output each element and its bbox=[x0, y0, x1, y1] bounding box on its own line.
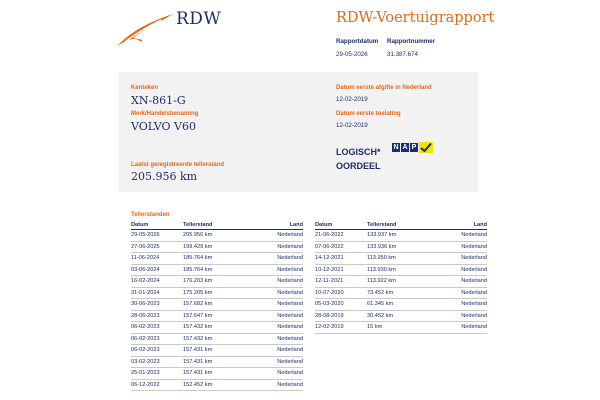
cell-land: Nederland bbox=[429, 253, 487, 265]
cell-datum: 03-06-2024 bbox=[131, 264, 183, 276]
cell-tellerstand: 185.764 km bbox=[183, 253, 245, 265]
cell-tellerstand: 113.922 km bbox=[367, 276, 429, 288]
cell-datum: 11-06-2024 bbox=[131, 253, 183, 265]
cell-land: Nederland bbox=[245, 368, 303, 380]
cell-land: Nederland bbox=[245, 264, 303, 276]
verdict bbox=[336, 145, 381, 173]
cell-tellerstand: 15 km bbox=[367, 322, 429, 334]
table-row bbox=[315, 322, 487, 334]
cell-land: Nederland bbox=[429, 299, 487, 311]
cell-land: Nederland bbox=[429, 287, 487, 299]
cell-tellerstand: 133.937 km bbox=[367, 230, 429, 242]
table-header bbox=[131, 220, 303, 230]
eerste-afgifte-value: 12-02-2019 bbox=[336, 96, 368, 103]
cell-datum: 14-12-2021 bbox=[315, 253, 367, 265]
table-row bbox=[131, 230, 303, 242]
col-datum: Datum bbox=[131, 220, 183, 230]
col-tellerstand: Tellerstand bbox=[367, 220, 429, 230]
table-row bbox=[315, 310, 487, 322]
cell-datum: 25-01-2023 bbox=[131, 368, 183, 380]
rapportnummer bbox=[387, 38, 435, 58]
cell-land: Nederland bbox=[429, 310, 487, 322]
table-row bbox=[131, 368, 303, 380]
eerste-toelating-label: Datum eerste toelating bbox=[336, 111, 401, 117]
cell-datum: 30-06-2023 bbox=[131, 299, 183, 311]
nap-letter: A bbox=[402, 144, 408, 151]
cell-tellerstand: 73.452 km bbox=[367, 287, 429, 299]
table-row bbox=[131, 310, 303, 322]
table-row bbox=[131, 264, 303, 276]
cell-tellerstand: 113.950 km bbox=[367, 253, 429, 265]
cell-datum: 05-03-2020 bbox=[315, 299, 367, 311]
table-row bbox=[315, 241, 487, 253]
cell-land: Nederland bbox=[245, 322, 303, 334]
cell-datum: 21-06-2022 bbox=[315, 230, 367, 242]
table-row bbox=[315, 287, 487, 299]
cell-tellerstand: 157.432 km bbox=[183, 322, 245, 334]
cell-tellerstand: 175.205 km bbox=[183, 287, 245, 299]
rapportdatum-value: 29-05-2026 bbox=[336, 51, 368, 58]
nap-letter: P bbox=[411, 144, 417, 151]
table-row bbox=[131, 356, 303, 368]
col-datum: Datum bbox=[315, 220, 367, 230]
table-row bbox=[131, 345, 303, 357]
cell-datum: 31-01-2024 bbox=[131, 287, 183, 299]
cell-land: Nederland bbox=[245, 230, 303, 242]
col-land: Land bbox=[245, 220, 303, 230]
tellerstanden-title: Tellerstanden bbox=[131, 212, 170, 218]
cell-land: Nederland bbox=[245, 276, 303, 288]
cell-datum: 10-12-2021 bbox=[315, 264, 367, 276]
table-row bbox=[131, 379, 303, 391]
cell-tellerstand: 157.431 km bbox=[183, 356, 245, 368]
tellerstanden-table-right bbox=[315, 220, 487, 334]
cell-land: Nederland bbox=[429, 230, 487, 242]
verdict-line2: OORDEEL bbox=[336, 161, 381, 171]
cell-datum: 28-06-2023 bbox=[131, 310, 183, 322]
cell-tellerstand: 205.956 km bbox=[183, 230, 245, 242]
cell-tellerstand: 157.432 km bbox=[183, 333, 245, 345]
rapportnummer-label: Rapportnummer bbox=[387, 38, 436, 45]
cell-datum: 29-05-2026 bbox=[131, 230, 183, 242]
table-row bbox=[131, 276, 303, 288]
col-tellerstand: Tellerstand bbox=[183, 220, 245, 230]
rapportdatum-label: Rapportdatum bbox=[336, 38, 379, 45]
table-row bbox=[131, 299, 303, 311]
cell-land: Nederland bbox=[429, 322, 487, 334]
cell-datum: 07-06-2022 bbox=[315, 241, 367, 253]
tellerstanden-table-left bbox=[131, 220, 303, 391]
cell-datum: 06-02-2023 bbox=[131, 333, 183, 345]
cell-land: Nederland bbox=[245, 310, 303, 322]
check-icon bbox=[419, 142, 433, 153]
cell-tellerstand: 185.764 km bbox=[183, 264, 245, 276]
table-row bbox=[131, 287, 303, 299]
cell-land: Nederland bbox=[429, 276, 487, 288]
cell-datum: 12-11-2021 bbox=[315, 276, 367, 288]
cell-land: Nederland bbox=[245, 299, 303, 311]
cell-tellerstand: 176.203 km bbox=[183, 276, 245, 288]
table-row bbox=[131, 333, 303, 345]
cell-tellerstand: 199.429 km bbox=[183, 241, 245, 253]
report-title: RDW-Voertuigrapport bbox=[336, 10, 495, 26]
table-header bbox=[315, 220, 487, 230]
brand-name: RDW bbox=[176, 9, 222, 29]
cell-datum: 10-07-2020 bbox=[315, 287, 367, 299]
verdict-line1: LOGISCH* bbox=[336, 147, 381, 157]
stand-value: 205.956 km bbox=[131, 170, 198, 183]
merk-label: Merk/Handelsbenaming bbox=[131, 111, 199, 117]
table-row bbox=[315, 264, 487, 276]
cell-land: Nederland bbox=[245, 287, 303, 299]
cell-land: Nederland bbox=[245, 356, 303, 368]
rdw-logo-icon bbox=[115, 12, 175, 48]
cell-datum: 06-12-2022 bbox=[131, 379, 183, 391]
cell-tellerstand: 133.936 km bbox=[367, 241, 429, 253]
nap-logo bbox=[392, 142, 433, 153]
cell-tellerstand: 61.345 km bbox=[367, 299, 429, 311]
table-row bbox=[315, 230, 487, 242]
rapportnummer-value: 31.387.674 bbox=[387, 51, 418, 58]
merk-value: VOLVO V60 bbox=[131, 120, 196, 133]
cell-datum: 03-02-2023 bbox=[131, 356, 183, 368]
eerste-toelating-value: 12-02-2019 bbox=[336, 122, 368, 129]
cell-tellerstand: 113.930 km bbox=[367, 264, 429, 276]
stand-label: Laatst geregistreerde tellerstand bbox=[131, 162, 225, 168]
table-row bbox=[131, 322, 303, 334]
cell-tellerstand: 157.431 km bbox=[183, 345, 245, 357]
col-land: Land bbox=[429, 220, 487, 230]
kenteken-value: XN-861-G bbox=[131, 94, 186, 107]
table-row bbox=[315, 276, 487, 288]
cell-land: Nederland bbox=[245, 253, 303, 265]
table-row bbox=[131, 253, 303, 265]
cell-tellerstand: 30.452 km bbox=[367, 310, 429, 322]
rapportdatum bbox=[336, 38, 378, 58]
cell-datum: 12-02-2019 bbox=[315, 322, 367, 334]
cell-datum: 28-08-2019 bbox=[315, 310, 367, 322]
cell-datum: 06-02-2023 bbox=[131, 345, 183, 357]
nap-letter: N bbox=[393, 144, 399, 151]
cell-land: Nederland bbox=[429, 241, 487, 253]
cell-tellerstand: 152.452 km bbox=[183, 379, 245, 391]
cell-land: Nederland bbox=[429, 264, 487, 276]
cell-land: Nederland bbox=[245, 379, 303, 391]
cell-tellerstand: 157.682 km bbox=[183, 299, 245, 311]
table-row bbox=[131, 241, 303, 253]
table-row bbox=[315, 299, 487, 311]
cell-tellerstand: 157.431 km bbox=[183, 368, 245, 380]
table-row bbox=[315, 253, 487, 265]
cell-datum: 06-02-2023 bbox=[131, 322, 183, 334]
cell-land: Nederland bbox=[245, 241, 303, 253]
eerste-afgifte-label: Datum eerste afgifte in Nederland bbox=[336, 85, 432, 91]
cell-land: Nederland bbox=[245, 345, 303, 357]
cell-land: Nederland bbox=[245, 333, 303, 345]
cell-datum: 16-02-2024 bbox=[131, 276, 183, 288]
kenteken-label: Kenteken bbox=[131, 85, 159, 91]
cell-tellerstand: 157.647 km bbox=[183, 310, 245, 322]
cell-datum: 27-06-2025 bbox=[131, 241, 183, 253]
